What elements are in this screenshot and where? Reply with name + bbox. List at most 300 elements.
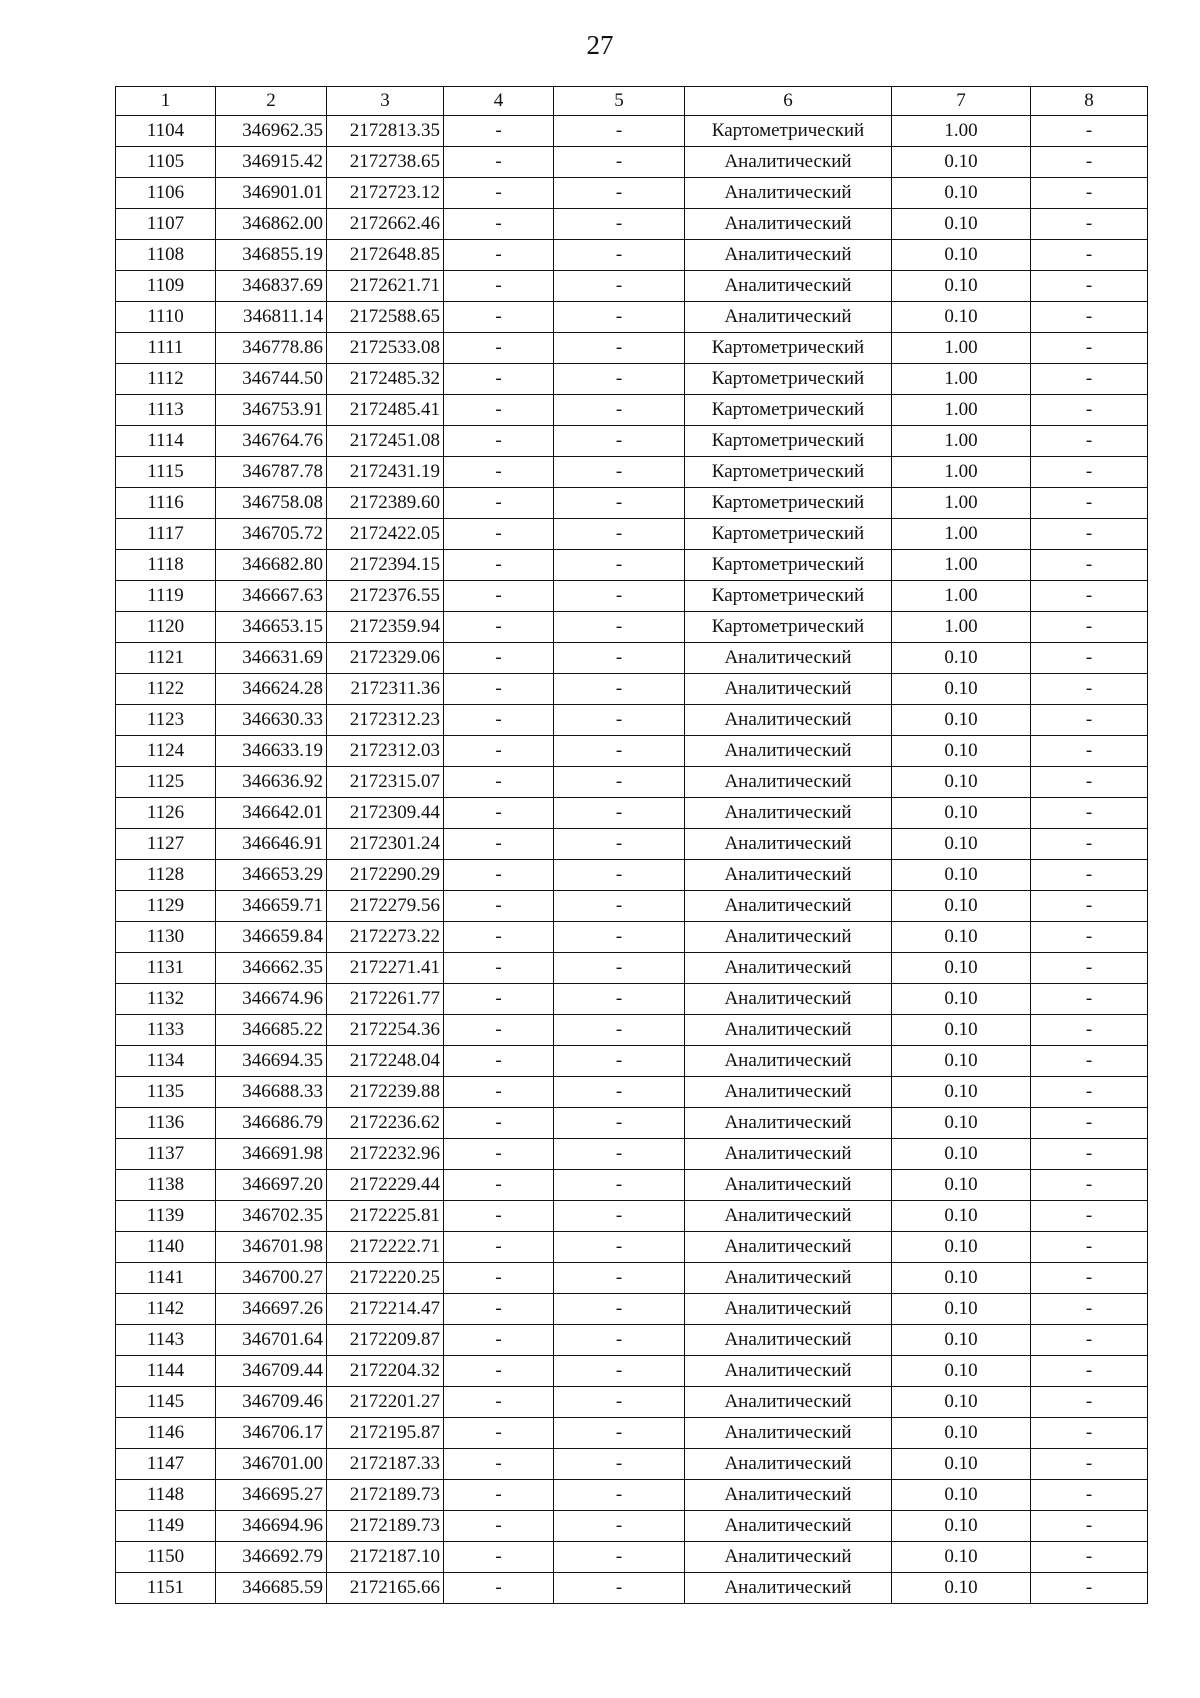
col-5-value: - (554, 1325, 685, 1356)
table-row (116, 1170, 1148, 1201)
accuracy: 1.00 (892, 364, 1031, 395)
table-row (116, 1232, 1148, 1263)
method: Аналитический (685, 209, 892, 240)
col-4-value: - (444, 333, 554, 364)
col-4-value: - (444, 1325, 554, 1356)
y-coordinate: 2172723.12 (327, 178, 444, 209)
header-row (116, 87, 1148, 116)
method: Аналитический (685, 1046, 892, 1077)
col-4-value: - (444, 860, 554, 891)
method: Аналитический (685, 1480, 892, 1511)
accuracy: 0.10 (892, 1170, 1031, 1201)
col-5-value: - (554, 1294, 685, 1325)
x-coordinate: 346653.29 (216, 860, 327, 891)
accuracy: 0.10 (892, 1387, 1031, 1418)
col-4-value: - (444, 209, 554, 240)
x-coordinate: 346702.35 (216, 1201, 327, 1232)
col-8-value: - (1031, 891, 1148, 922)
table-row (116, 395, 1148, 426)
col-4-value: - (444, 705, 554, 736)
y-coordinate: 2172290.29 (327, 860, 444, 891)
col-5-value: - (554, 984, 685, 1015)
col-4-value: - (444, 240, 554, 271)
col-5-value: - (554, 209, 685, 240)
point-number: 1116 (116, 488, 216, 519)
col-5-value: - (554, 240, 685, 271)
point-number: 1151 (116, 1573, 216, 1604)
point-number: 1131 (116, 953, 216, 984)
point-number: 1133 (116, 1015, 216, 1046)
accuracy: 0.10 (892, 1263, 1031, 1294)
y-coordinate: 2172301.24 (327, 829, 444, 860)
table-row (116, 209, 1148, 240)
col-4-value: - (444, 1480, 554, 1511)
col-4-value: - (444, 953, 554, 984)
col-5-value: - (554, 581, 685, 612)
accuracy: 0.10 (892, 271, 1031, 302)
x-coordinate: 346700.27 (216, 1263, 327, 1294)
method: Картометрический (685, 519, 892, 550)
table-row (116, 240, 1148, 271)
point-number: 1118 (116, 550, 216, 581)
table-row (116, 1418, 1148, 1449)
col-5-value: - (554, 705, 685, 736)
col-8-value: - (1031, 1511, 1148, 1542)
col-4-value: - (444, 798, 554, 829)
table-row (116, 271, 1148, 302)
col-4-value: - (444, 922, 554, 953)
method: Картометрический (685, 364, 892, 395)
y-coordinate: 2172588.65 (327, 302, 444, 333)
col-8-value: - (1031, 426, 1148, 457)
accuracy: 0.10 (892, 1077, 1031, 1108)
col-8-value: - (1031, 519, 1148, 550)
col-4-value: - (444, 178, 554, 209)
y-coordinate: 2172389.60 (327, 488, 444, 519)
table-row (116, 426, 1148, 457)
col-8-value: - (1031, 953, 1148, 984)
table-row (116, 550, 1148, 581)
point-number: 1127 (116, 829, 216, 860)
col-5-value: - (554, 271, 685, 302)
method: Аналитический (685, 1077, 892, 1108)
accuracy: 0.10 (892, 953, 1031, 984)
point-number: 1149 (116, 1511, 216, 1542)
col-8-value: - (1031, 1573, 1148, 1604)
point-number: 1119 (116, 581, 216, 612)
y-coordinate: 2172485.32 (327, 364, 444, 395)
y-coordinate: 2172273.22 (327, 922, 444, 953)
x-coordinate: 346901.01 (216, 178, 327, 209)
col-8-value: - (1031, 271, 1148, 302)
accuracy: 1.00 (892, 581, 1031, 612)
point-number: 1146 (116, 1418, 216, 1449)
y-coordinate: 2172648.85 (327, 240, 444, 271)
accuracy: 0.10 (892, 1542, 1031, 1573)
x-coordinate: 346685.59 (216, 1573, 327, 1604)
table-row (116, 612, 1148, 643)
col-4-value: - (444, 1015, 554, 1046)
point-number: 1144 (116, 1356, 216, 1387)
table-row (116, 364, 1148, 395)
y-coordinate: 2172451.08 (327, 426, 444, 457)
y-coordinate: 2172312.03 (327, 736, 444, 767)
table-row (116, 798, 1148, 829)
col-8-value: - (1031, 1201, 1148, 1232)
table-row (116, 829, 1148, 860)
method: Аналитический (685, 1108, 892, 1139)
column-header-4: 4 (444, 87, 554, 116)
x-coordinate: 346636.92 (216, 767, 327, 798)
x-coordinate: 346630.33 (216, 705, 327, 736)
method: Картометрический (685, 116, 892, 147)
col-5-value: - (554, 1573, 685, 1604)
col-5-value: - (554, 1046, 685, 1077)
method: Аналитический (685, 1573, 892, 1604)
method: Аналитический (685, 1325, 892, 1356)
col-4-value: - (444, 1573, 554, 1604)
table-row (116, 1294, 1148, 1325)
method: Аналитический (685, 1356, 892, 1387)
table-row (116, 736, 1148, 767)
y-coordinate: 2172204.32 (327, 1356, 444, 1387)
column-header-8: 8 (1031, 87, 1148, 116)
x-coordinate: 346706.17 (216, 1418, 327, 1449)
col-4-value: - (444, 1263, 554, 1294)
col-4-value: - (444, 1449, 554, 1480)
col-5-value: - (554, 1480, 685, 1511)
point-number: 1128 (116, 860, 216, 891)
col-8-value: - (1031, 1232, 1148, 1263)
table-row (116, 1573, 1148, 1604)
col-5-value: - (554, 922, 685, 953)
table-row (116, 1139, 1148, 1170)
x-coordinate: 346688.33 (216, 1077, 327, 1108)
x-coordinate: 346697.20 (216, 1170, 327, 1201)
col-5-value: - (554, 1263, 685, 1294)
accuracy: 0.10 (892, 147, 1031, 178)
accuracy: 0.10 (892, 798, 1031, 829)
point-number: 1132 (116, 984, 216, 1015)
col-5-value: - (554, 116, 685, 147)
x-coordinate: 346633.19 (216, 736, 327, 767)
col-8-value: - (1031, 240, 1148, 271)
accuracy: 0.10 (892, 860, 1031, 891)
column-header-7: 7 (892, 87, 1031, 116)
y-coordinate: 2172222.71 (327, 1232, 444, 1263)
method: Картометрический (685, 457, 892, 488)
table-row (116, 984, 1148, 1015)
point-number: 1109 (116, 271, 216, 302)
method: Аналитический (685, 1294, 892, 1325)
accuracy: 0.10 (892, 1232, 1031, 1263)
table-body (116, 116, 1148, 1604)
col-5-value: - (554, 457, 685, 488)
y-coordinate: 2172279.56 (327, 891, 444, 922)
x-coordinate: 346659.84 (216, 922, 327, 953)
table-row (116, 705, 1148, 736)
accuracy: 0.10 (892, 178, 1031, 209)
col-5-value: - (554, 1387, 685, 1418)
accuracy: 0.10 (892, 674, 1031, 705)
col-8-value: - (1031, 798, 1148, 829)
x-coordinate: 346811.14 (216, 302, 327, 333)
accuracy: 0.10 (892, 829, 1031, 860)
col-5-value: - (554, 1542, 685, 1573)
col-4-value: - (444, 1046, 554, 1077)
col-4-value: - (444, 271, 554, 302)
x-coordinate: 346701.98 (216, 1232, 327, 1263)
point-number: 1134 (116, 1046, 216, 1077)
x-coordinate: 346701.64 (216, 1325, 327, 1356)
col-5-value: - (554, 426, 685, 457)
x-coordinate: 346631.69 (216, 643, 327, 674)
y-coordinate: 2172394.15 (327, 550, 444, 581)
table-row (116, 1015, 1148, 1046)
y-coordinate: 2172315.07 (327, 767, 444, 798)
column-header-3: 3 (327, 87, 444, 116)
y-coordinate: 2172312.23 (327, 705, 444, 736)
col-8-value: - (1031, 829, 1148, 860)
col-8-value: - (1031, 116, 1148, 147)
method: Аналитический (685, 1139, 892, 1170)
x-coordinate: 346667.63 (216, 581, 327, 612)
table-row (116, 519, 1148, 550)
col-8-value: - (1031, 209, 1148, 240)
col-4-value: - (444, 1294, 554, 1325)
table-row (116, 488, 1148, 519)
point-number: 1113 (116, 395, 216, 426)
y-coordinate: 2172187.10 (327, 1542, 444, 1573)
col-5-value: - (554, 1201, 685, 1232)
method: Картометрический (685, 426, 892, 457)
x-coordinate: 346686.79 (216, 1108, 327, 1139)
col-4-value: - (444, 767, 554, 798)
col-4-value: - (444, 736, 554, 767)
method: Аналитический (685, 147, 892, 178)
point-number: 1138 (116, 1170, 216, 1201)
method: Аналитический (685, 829, 892, 860)
x-coordinate: 346915.42 (216, 147, 327, 178)
method: Аналитический (685, 1418, 892, 1449)
x-coordinate: 346659.71 (216, 891, 327, 922)
point-number: 1136 (116, 1108, 216, 1139)
col-8-value: - (1031, 1139, 1148, 1170)
col-8-value: - (1031, 612, 1148, 643)
point-number: 1135 (116, 1077, 216, 1108)
col-5-value: - (554, 333, 685, 364)
col-8-value: - (1031, 1170, 1148, 1201)
y-coordinate: 2172209.87 (327, 1325, 444, 1356)
method: Аналитический (685, 1449, 892, 1480)
col-4-value: - (444, 829, 554, 860)
point-number: 1129 (116, 891, 216, 922)
col-8-value: - (1031, 550, 1148, 581)
col-5-value: - (554, 1077, 685, 1108)
column-header-1: 1 (116, 87, 216, 116)
y-coordinate: 2172621.71 (327, 271, 444, 302)
col-5-value: - (554, 550, 685, 581)
col-5-value: - (554, 798, 685, 829)
accuracy: 0.10 (892, 1139, 1031, 1170)
col-5-value: - (554, 829, 685, 860)
method: Аналитический (685, 860, 892, 891)
accuracy: 0.10 (892, 767, 1031, 798)
x-coordinate: 346709.46 (216, 1387, 327, 1418)
y-coordinate: 2172254.36 (327, 1015, 444, 1046)
method: Картометрический (685, 612, 892, 643)
x-coordinate: 346662.35 (216, 953, 327, 984)
col-8-value: - (1031, 147, 1148, 178)
col-4-value: - (444, 1387, 554, 1418)
x-coordinate: 346694.35 (216, 1046, 327, 1077)
accuracy: 0.10 (892, 1325, 1031, 1356)
method: Аналитический (685, 798, 892, 829)
accuracy: 0.10 (892, 1573, 1031, 1604)
accuracy: 0.10 (892, 1449, 1031, 1480)
accuracy: 0.10 (892, 1418, 1031, 1449)
x-coordinate: 346758.08 (216, 488, 327, 519)
x-coordinate: 346682.80 (216, 550, 327, 581)
method: Аналитический (685, 1201, 892, 1232)
table-row (116, 1387, 1148, 1418)
y-coordinate: 2172431.19 (327, 457, 444, 488)
x-coordinate: 346695.27 (216, 1480, 327, 1511)
table-row (116, 581, 1148, 612)
accuracy: 0.10 (892, 302, 1031, 333)
method: Картометрический (685, 581, 892, 612)
x-coordinate: 346705.72 (216, 519, 327, 550)
method: Аналитический (685, 1263, 892, 1294)
col-8-value: - (1031, 767, 1148, 798)
method: Аналитический (685, 767, 892, 798)
col-4-value: - (444, 1232, 554, 1263)
method: Аналитический (685, 1015, 892, 1046)
accuracy: 1.00 (892, 612, 1031, 643)
col-4-value: - (444, 426, 554, 457)
col-5-value: - (554, 1139, 685, 1170)
col-5-value: - (554, 1232, 685, 1263)
y-coordinate: 2172309.44 (327, 798, 444, 829)
x-coordinate: 346701.00 (216, 1449, 327, 1480)
x-coordinate: 346855.19 (216, 240, 327, 271)
table-row (116, 1511, 1148, 1542)
col-5-value: - (554, 860, 685, 891)
method: Аналитический (685, 1170, 892, 1201)
col-4-value: - (444, 1511, 554, 1542)
x-coordinate: 346778.86 (216, 333, 327, 364)
table-row (116, 922, 1148, 953)
accuracy: 1.00 (892, 550, 1031, 581)
col-5-value: - (554, 1356, 685, 1387)
col-5-value: - (554, 612, 685, 643)
col-4-value: - (444, 1108, 554, 1139)
table-row (116, 457, 1148, 488)
col-4-value: - (444, 364, 554, 395)
col-4-value: - (444, 395, 554, 426)
method: Аналитический (685, 891, 892, 922)
col-4-value: - (444, 457, 554, 488)
col-5-value: - (554, 1015, 685, 1046)
table-row (116, 953, 1148, 984)
table-row (116, 116, 1148, 147)
table-row (116, 1201, 1148, 1232)
col-4-value: - (444, 1170, 554, 1201)
column-header-6: 6 (685, 87, 892, 116)
x-coordinate: 346691.98 (216, 1139, 327, 1170)
col-5-value: - (554, 1418, 685, 1449)
col-4-value: - (444, 116, 554, 147)
column-header-2: 2 (216, 87, 327, 116)
accuracy: 1.00 (892, 116, 1031, 147)
col-8-value: - (1031, 1356, 1148, 1387)
y-coordinate: 2172359.94 (327, 612, 444, 643)
accuracy: 0.10 (892, 1108, 1031, 1139)
accuracy: 0.10 (892, 209, 1031, 240)
point-number: 1139 (116, 1201, 216, 1232)
y-coordinate: 2172662.46 (327, 209, 444, 240)
y-coordinate: 2172165.66 (327, 1573, 444, 1604)
method: Аналитический (685, 1542, 892, 1573)
col-5-value: - (554, 643, 685, 674)
y-coordinate: 2172225.81 (327, 1201, 444, 1232)
table-row (116, 1046, 1148, 1077)
x-coordinate: 346694.96 (216, 1511, 327, 1542)
x-coordinate: 346753.91 (216, 395, 327, 426)
col-8-value: - (1031, 1294, 1148, 1325)
accuracy: 0.10 (892, 1356, 1031, 1387)
page-number: 27 (586, 30, 614, 60)
col-4-value: - (444, 488, 554, 519)
table-row (116, 891, 1148, 922)
point-number: 1137 (116, 1139, 216, 1170)
table-row (116, 1263, 1148, 1294)
col-8-value: - (1031, 1387, 1148, 1418)
method: Аналитический (685, 271, 892, 302)
accuracy: 0.10 (892, 1046, 1031, 1077)
col-8-value: - (1031, 674, 1148, 705)
col-4-value: - (444, 1139, 554, 1170)
x-coordinate: 346962.35 (216, 116, 327, 147)
table-row (116, 860, 1148, 891)
table-row (116, 643, 1148, 674)
method: Аналитический (685, 984, 892, 1015)
y-coordinate: 2172738.65 (327, 147, 444, 178)
col-5-value: - (554, 302, 685, 333)
col-4-value: - (444, 643, 554, 674)
col-8-value: - (1031, 1015, 1148, 1046)
col-5-value: - (554, 1511, 685, 1542)
col-8-value: - (1031, 1449, 1148, 1480)
col-4-value: - (444, 519, 554, 550)
col-5-value: - (554, 1449, 685, 1480)
y-coordinate: 2172422.05 (327, 519, 444, 550)
col-4-value: - (444, 612, 554, 643)
method: Картометрический (685, 395, 892, 426)
accuracy: 1.00 (892, 457, 1031, 488)
y-coordinate: 2172271.41 (327, 953, 444, 984)
column-header-5: 5 (554, 87, 685, 116)
accuracy: 1.00 (892, 519, 1031, 550)
method: Аналитический (685, 643, 892, 674)
accuracy: 1.00 (892, 333, 1031, 364)
point-number: 1108 (116, 240, 216, 271)
col-8-value: - (1031, 364, 1148, 395)
x-coordinate: 346744.50 (216, 364, 327, 395)
accuracy: 1.00 (892, 426, 1031, 457)
col-5-value: - (554, 1108, 685, 1139)
col-8-value: - (1031, 1480, 1148, 1511)
